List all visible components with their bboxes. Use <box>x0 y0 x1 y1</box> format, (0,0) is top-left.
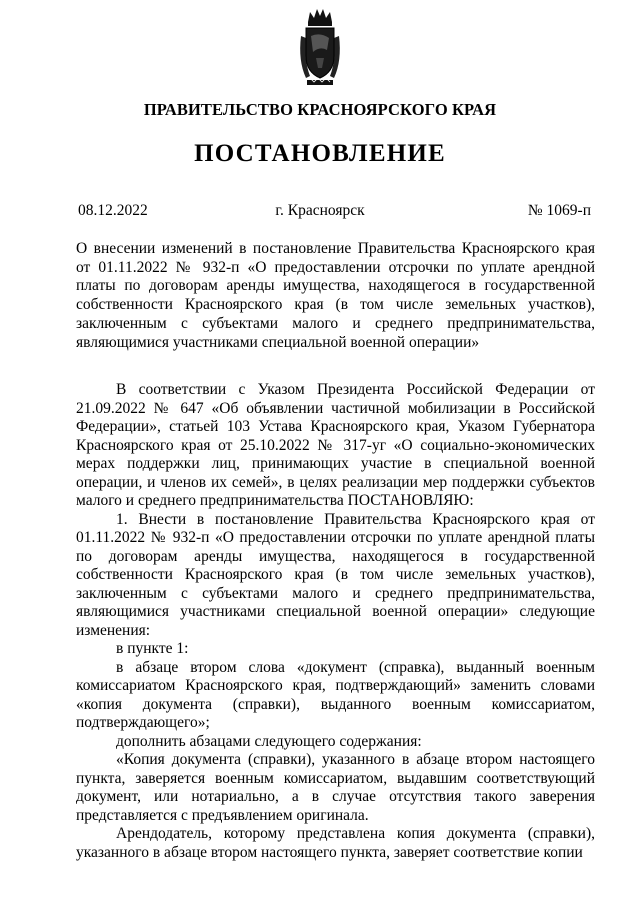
paragraph: В соответствии с Указом Президента Российской Федерации от 21.09.2022 № 647 «Об объявлении частичной мобилизации в Российской Федерации», статьей 103 Устава Красноярского края, Указом Губернатора Красноярского края от 25.10.2022 № 317-уг «О социально-экономических мерах поддержки лиц, принимающих участие в специальной военной операции, и членов их семей», в целях реализации мер поддержки субъектов малого и среднего предпринимательства ПОСТАНОВЛЯЮ: <box>76 381 595 509</box>
coat-of-arms-icon <box>298 6 342 88</box>
document-title: О внесении изменений в постановление Правительства Красноярского края от 01.11.2022 № 932-п «О предоставлении отсрочки по уплате арендной платы по договорам аренды имущества, находящегося в государственной собственности Красноярского края (в том числе земельных участков), заключенным с субъектами малого и среднего предпринимательства, являющимися участниками специальной военной операции» <box>76 240 595 351</box>
document-city: г. Красноярск <box>275 202 365 219</box>
paragraph: дополнить абзацами следующего содержания: <box>116 732 422 750</box>
paragraph: 1. Внести в постановление Правительства Красноярского края от 01.11.2022 № 932-п «О предоставлении отсрочки по уплате арендной платы по договорам аренды имущества, находящегося в государственной собственности Красноярского края (в том числе земельных участков), заключенным с субъектами малого и среднего предпринимательства, являющимися участниками специальной военной операции» следующие изменения: <box>76 510 595 639</box>
paragraph: «Копия документа (справки), указанного в абзаце втором настоящего пункта, заверяется военным комиссариатом, выдавшим соответствующий документ, или нотариально, а в случае отсутствия такого заверения представляется с предъявлением оригинала. <box>76 751 595 824</box>
paragraph: в абзаце втором слова «документ (справка), выданный военным комиссариатом Красноярского края, подтверждающий» заменить словами «копия документа (справки), выданного военным комиссариатом, подтверждающего»; <box>76 658 595 731</box>
document-date: 08.12.2022 <box>78 202 148 219</box>
document-body <box>76 381 595 862</box>
organization-name: ПРАВИТЕЛЬСТВО КРАСНОЯРСКОГО КРАЯ <box>143 100 497 119</box>
paragraph: Арендодатель, которому представлена копия документа (справки), указанного в абзаце втором настоящего пункта, заверяет соответствие копии <box>76 825 595 861</box>
document-number: № 1069-п <box>527 202 591 219</box>
document-type: ПОСТАНОВЛЕНИЕ <box>194 140 446 167</box>
paragraph: в пункте 1: <box>116 640 189 657</box>
